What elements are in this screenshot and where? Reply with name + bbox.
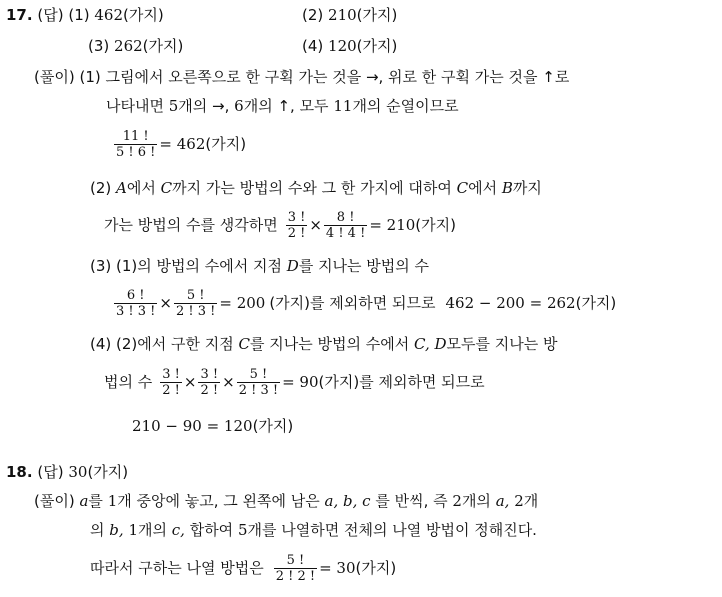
answer-tag: (2) (302, 6, 324, 24)
answer-value: 120 (328, 37, 357, 55)
solution-18-line-1 (34, 491, 538, 511)
step-text: 따라서 구하는 나열 방법은 (90, 559, 264, 577)
problem-17-answer-4 (302, 36, 397, 56)
fraction-denominator: 5 ! 6 ! (116, 144, 156, 160)
number: 1 (107, 492, 118, 510)
math-variable: c, (171, 521, 185, 539)
step-text: (2)에서 구한 지점 (116, 335, 234, 353)
step-text: 그림에서 오른쪽으로 한 구획 가는 것을 →, 위로 한 구획 가는 것을 ↑로 (105, 68, 570, 86)
step-tag: (4) (90, 335, 112, 353)
equation-result: = 30 (319, 559, 356, 577)
fraction-denominator: 2 ! (287, 225, 306, 241)
point-label: C (456, 179, 469, 197)
equation-result: = 90 (282, 373, 319, 391)
fraction (198, 367, 220, 398)
solution-2-line-2 (104, 205, 456, 245)
number: 5 (168, 97, 179, 115)
solution-2-line-1 (90, 178, 542, 198)
fraction-denominator: 2 ! 3 ! (175, 303, 216, 319)
calculation: 210 − 90 = 120 (132, 417, 253, 435)
fraction (160, 367, 182, 398)
step-text: 개의 →, (178, 97, 230, 115)
math-variable: b, (109, 521, 124, 539)
fraction-denominator: 2 ! (200, 382, 219, 398)
fraction (324, 210, 367, 241)
fraction-denominator: 2 ! 2 ! (275, 568, 316, 584)
step-text: 개 (523, 492, 539, 510)
problem-18-answer (6, 462, 128, 482)
unit: (가지) (415, 216, 456, 234)
unit: (가지) (355, 559, 397, 577)
fraction-denominator: 2 ! (162, 382, 180, 398)
step-text: 개의 (137, 521, 167, 539)
calculation: 462 − 200 = 262 (445, 294, 576, 312)
step-text: 개 중앙에 놓고, 그 왼쪽에 남은 (117, 492, 320, 510)
problem-17-answer-3 (88, 36, 183, 56)
answer-unit: (가지) (87, 463, 129, 481)
step-text: 를 지나는 방법의 수에서 (250, 335, 410, 353)
solution-label: (풀이) (34, 68, 75, 86)
math-variable: a, (495, 492, 510, 510)
equation-result: = 200 (219, 294, 266, 312)
step-text: 개를 나열하면 전체의 나열 방법이 정해진다. (247, 521, 537, 539)
solution-1-line-1 (34, 67, 569, 87)
answer-unit: (가지) (123, 6, 164, 24)
unit: (가지) (575, 294, 617, 312)
answer-label: (답) (37, 6, 64, 24)
answer-tag: (1) (68, 6, 90, 24)
problem-17-answer-row-1 (6, 5, 164, 25)
step-text: (가지)를 제외하면 되므로 (318, 373, 485, 391)
math-variable: a (79, 492, 89, 510)
answer-value: 262 (114, 37, 143, 55)
answer-value: 210 (328, 6, 357, 24)
step-text: (1)의 방법의 수에서 지점 (116, 257, 282, 275)
number: 1 (128, 521, 138, 539)
answer-unit: (가지) (356, 6, 398, 24)
answer-value: 462 (94, 6, 124, 24)
step-tag: (1) (79, 68, 101, 86)
point-label: C (238, 335, 251, 353)
solution-18-line-3 (90, 548, 396, 588)
fraction (237, 367, 280, 398)
number: 2 (514, 492, 524, 510)
problem-number: 18. (6, 463, 33, 481)
solution-3-formula (112, 283, 616, 323)
fraction-numerator: 5 ! (237, 367, 280, 383)
fraction (114, 129, 157, 160)
number: 5 (237, 521, 248, 539)
step-text: 개의 ↑, 모두 (243, 97, 329, 115)
equation-result: = 462 (159, 135, 206, 153)
step-text: 나타내면 (106, 97, 164, 115)
times-symbol: × (222, 373, 235, 391)
step-tag: (2) (90, 179, 112, 197)
step-text: 개의 (461, 492, 491, 510)
step-text: 까지 (512, 179, 542, 197)
answer-value: 30 (68, 463, 88, 481)
step-text: 를 지나는 방법의 수 (298, 257, 430, 275)
problem-number: 17. (6, 6, 33, 24)
fraction-numerator: 5 ! (274, 553, 317, 569)
fraction (286, 210, 308, 241)
step-text: (가지)를 제외하면 되므로 (269, 294, 436, 312)
number: 6 (234, 97, 244, 115)
fraction-numerator: 3 ! (200, 366, 219, 382)
solution-1-formula (112, 124, 246, 164)
step-text: 개의 순열이므로 (352, 97, 459, 115)
unit: (가지) (252, 417, 294, 435)
solution-4-line-2 (104, 362, 485, 402)
point-label: B (501, 179, 513, 197)
solution-4-line-1 (90, 334, 558, 354)
fraction-numerator: 5 ! (174, 288, 217, 304)
step-text: 모두를 지나는 방 (446, 335, 558, 353)
fraction-denominator: 2 ! 3 ! (238, 382, 279, 398)
answer-unit: (가지) (142, 37, 184, 55)
step-tag: (3) (90, 257, 112, 275)
times-symbol: × (183, 373, 197, 391)
solution-4-calc (132, 416, 293, 436)
point-label: C (160, 179, 173, 197)
step-text: 를 반씩, 즉 (375, 492, 448, 510)
number: 2 (452, 492, 462, 510)
fraction-numerator: 3 ! (287, 209, 306, 225)
fraction-numerator: 3 ! (162, 366, 180, 382)
step-text: 를 (88, 492, 103, 510)
solution-18-line-2 (90, 520, 537, 540)
point-label: A (116, 179, 127, 197)
fraction (274, 553, 317, 584)
solution-3-line-1 (90, 256, 429, 276)
step-text: 가는 방법의 수를 생각하면 (104, 216, 278, 234)
step-text: 까지 가는 방법의 수와 그 한 가지에 대하여 (172, 179, 452, 197)
fraction-numerator: 8 ! (324, 210, 367, 226)
problem-17-answer-2 (302, 5, 397, 25)
fraction (114, 288, 157, 319)
point-label: C, D (414, 335, 447, 353)
times-symbol: × (159, 294, 172, 312)
fraction-numerator: 6 ! (114, 288, 157, 304)
math-variable: a, b, c (324, 492, 371, 510)
fraction-denominator: 3 ! 3 ! (116, 303, 156, 319)
times-symbol: × (309, 216, 322, 234)
step-text: 에서 (126, 179, 156, 197)
step-text: 합하여 (189, 521, 234, 539)
step-text: 법의 수 (104, 373, 153, 391)
unit: (가지) (205, 135, 247, 153)
answer-label: (답) (37, 463, 64, 481)
fraction (174, 288, 217, 319)
equation-result: = 210 (369, 216, 416, 234)
solution-1-line-2 (106, 96, 459, 116)
step-text: 에서 (468, 179, 498, 197)
number: 11 (333, 97, 353, 115)
answer-tag: (3) (88, 37, 110, 55)
answer-unit: (가지) (356, 37, 398, 55)
point-label: D (286, 257, 299, 275)
answer-tag: (4) (302, 37, 324, 55)
solution-label: (풀이) (34, 492, 75, 510)
fraction-denominator: 4 ! 4 ! (325, 225, 366, 241)
fraction-numerator: 11 ! (114, 129, 157, 145)
step-text: 의 (90, 521, 105, 539)
